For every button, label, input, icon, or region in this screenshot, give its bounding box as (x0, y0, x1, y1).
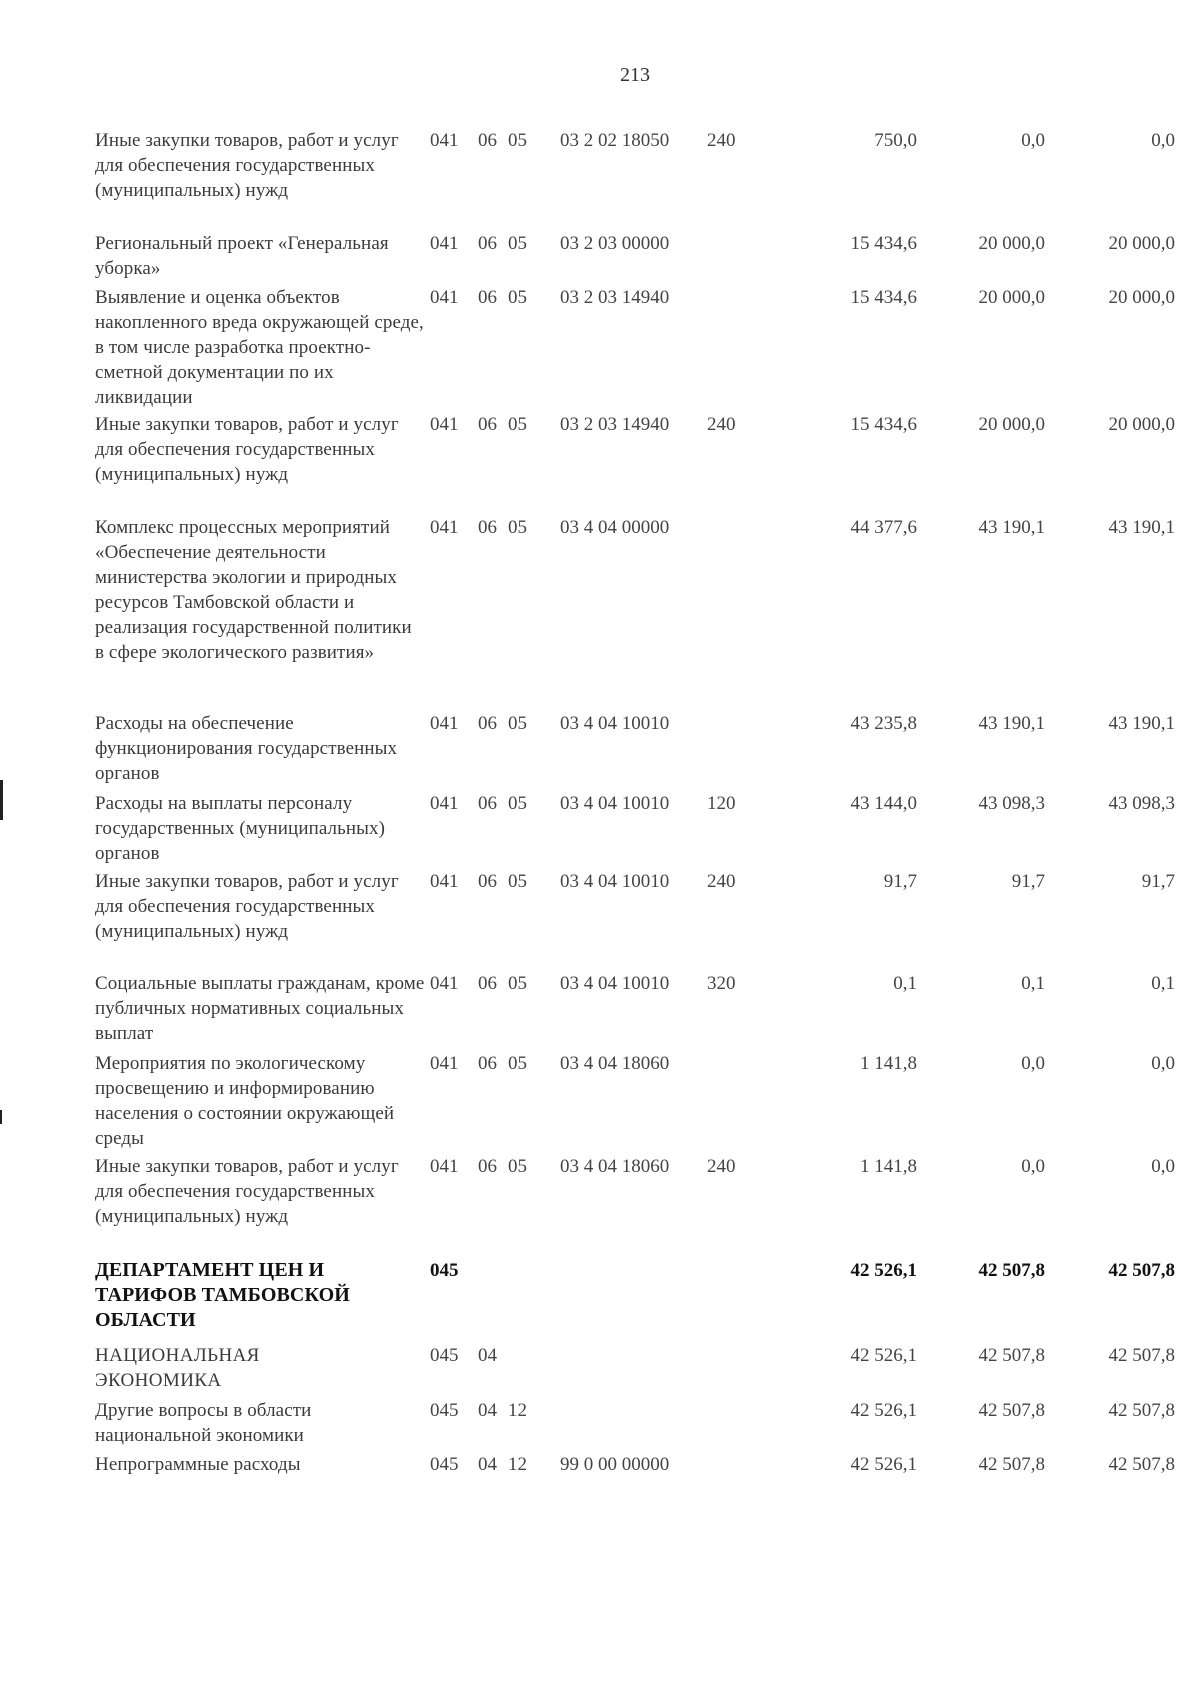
subsection-code: 05 (508, 130, 527, 151)
budget-table (95, 128, 1175, 1482)
subsection-code: 05 (508, 713, 527, 734)
section-code: 06 (478, 414, 497, 435)
subsection-code: 05 (508, 793, 527, 814)
amount-2: 42 507,8 (978, 1454, 1045, 1475)
amount-1: 43 235,8 (850, 713, 917, 734)
row-name: Комплекс процессных мероприятий «Обеспечение деятельности министерства экологии и природных ресурсов Тамбовской области и реализация государственной политики в сфере экологического развития» (95, 517, 412, 663)
target-article-code: 03 4 04 18060 (560, 1156, 670, 1177)
amount-2: 0,0 (1021, 1156, 1045, 1177)
row-name: Иные закупки товаров, работ и услуг для обеспечения государственных (муниципальных) нужд (95, 414, 399, 485)
amount-2: 20 000,0 (978, 287, 1045, 308)
ved-code: 041 (430, 517, 459, 538)
target-article-code: 03 2 03 14940 (560, 414, 670, 435)
amount-1: 1 141,8 (860, 1053, 917, 1074)
amount-2: 43 190,1 (978, 517, 1045, 538)
target-article-code: 99 0 00 00000 (560, 1454, 670, 1475)
table-row (95, 1398, 1175, 1452)
amount-1: 0,1 (893, 973, 917, 994)
ved-code: 041 (430, 793, 459, 814)
section-code: 06 (478, 1053, 497, 1074)
amount-1: 43 144,0 (850, 793, 917, 814)
table-row (95, 869, 1175, 971)
ved-code: 041 (430, 414, 459, 435)
amount-3: 0,0 (1151, 130, 1175, 151)
section-code: 06 (478, 287, 497, 308)
amount-2: 0,0 (1021, 130, 1045, 151)
row-name: Иные закупки товаров, работ и услуг для обеспечения государственных (муниципальных) нужд (95, 130, 399, 201)
section-code: 06 (478, 233, 497, 254)
amount-2: 20 000,0 (978, 414, 1045, 435)
target-article-code: 03 2 03 14940 (560, 287, 670, 308)
row-name: Социальные выплаты гражданам, кроме публичных нормативных социальных выплат (95, 973, 425, 1044)
subsection-code: 05 (508, 973, 527, 994)
amount-1: 44 377,6 (850, 517, 917, 538)
table-row (95, 1154, 1175, 1258)
amount-2: 43 190,1 (978, 713, 1045, 734)
amount-3: 42 507,8 (1108, 1345, 1175, 1366)
row-name: Расходы на выплаты персоналу государственных (муниципальных) органов (95, 793, 386, 864)
row-name: Региональный проект «Генеральная уборка» (95, 233, 389, 279)
amount-1: 15 434,6 (850, 287, 917, 308)
subsection-code: 12 (508, 1400, 527, 1421)
subsection-code: 12 (508, 1454, 527, 1475)
subsection-code: 05 (508, 1053, 527, 1074)
target-article-code: 03 4 04 10010 (560, 713, 670, 734)
row-name: Выявление и оценка объектов накопленного вреда окружающей среде, в том числе разработка проектно-сметной документации по их ликвидации (95, 287, 424, 408)
table-row-department (95, 1258, 1175, 1343)
amount-3: 0,1 (1151, 973, 1175, 994)
amount-3: 20 000,0 (1108, 414, 1175, 435)
row-name: Мероприятия по экологическому просвещению и информированию населения о состоянии окружающей среды (95, 1053, 395, 1149)
subsection-code: 05 (508, 414, 527, 435)
ved-code: 045 (430, 1454, 459, 1475)
amount-1: 42 526,1 (850, 1454, 917, 1475)
amount-1: 42 526,1 (850, 1400, 917, 1421)
subsection-code: 05 (508, 517, 527, 538)
target-article-code: 03 4 04 10010 (560, 871, 670, 892)
section-code: 04 (478, 1345, 497, 1366)
department-name: ДЕПАРТАМЕНТ ЦЕН И ТАРИФОВ ТАМБОВСКОЙ ОБЛАСТИ (95, 1259, 350, 1331)
amount-1: 15 434,6 (850, 414, 917, 435)
expense-type-code: 240 (707, 414, 736, 435)
amount-3: 91,7 (1141, 871, 1175, 892)
amount-2: 42 507,8 (978, 1400, 1045, 1421)
amount-3: 20 000,0 (1108, 233, 1175, 254)
scan-edge-mark (0, 1110, 2, 1124)
section-code: 06 (478, 713, 497, 734)
amount-2: 0,0 (1021, 1053, 1045, 1074)
table-row (95, 128, 1175, 231)
row-name: НАЦИОНАЛЬНАЯ ЭКОНОМИКА (95, 1345, 260, 1391)
amount-3: 43 098,3 (1108, 793, 1175, 814)
table-row (95, 515, 1175, 711)
amount-3: 42 507,8 (1108, 1454, 1175, 1475)
section-code: 06 (478, 130, 497, 151)
amount-1: 42 526,1 (850, 1260, 917, 1281)
scan-edge-mark (0, 780, 3, 820)
amount-3: 20 000,0 (1108, 287, 1175, 308)
target-article-code: 03 4 04 00000 (560, 517, 670, 538)
ved-code: 045 (430, 1260, 459, 1281)
row-name: Расходы на обеспечение функционирования государственных органов (95, 713, 398, 784)
target-article-code: 03 4 04 18060 (560, 1053, 670, 1074)
amount-3: 0,0 (1151, 1156, 1175, 1177)
section-code: 04 (478, 1454, 497, 1475)
ved-code: 041 (430, 871, 459, 892)
amount-3: 0,0 (1151, 1053, 1175, 1074)
expense-type-code: 320 (707, 973, 736, 994)
target-article-code: 03 4 04 10010 (560, 973, 670, 994)
section-code: 06 (478, 871, 497, 892)
section-code: 06 (478, 793, 497, 814)
row-name: Непрограммные расходы (95, 1454, 301, 1475)
amount-2: 91,7 (1011, 871, 1045, 892)
target-article-code: 03 2 03 00000 (560, 233, 670, 254)
table-row (95, 285, 1175, 412)
row-name: Иные закупки товаров, работ и услуг для обеспечения государственных (муниципальных) нужд (95, 871, 399, 942)
row-name: Иные закупки товаров, работ и услуг для обеспечения государственных (муниципальных) нужд (95, 1156, 399, 1227)
table-row (95, 711, 1175, 791)
table-row (95, 412, 1175, 515)
table-row (95, 791, 1175, 869)
amount-3: 43 190,1 (1108, 517, 1175, 538)
table-row (95, 971, 1175, 1051)
amount-1: 750,0 (874, 130, 917, 151)
amount-2: 0,1 (1021, 973, 1045, 994)
ved-code: 041 (430, 233, 459, 254)
amount-1: 15 434,6 (850, 233, 917, 254)
ved-code: 045 (430, 1400, 459, 1421)
target-article-code: 03 4 04 10010 (560, 793, 670, 814)
amount-1: 1 141,8 (860, 1156, 917, 1177)
ved-code: 041 (430, 287, 459, 308)
amount-3: 42 507,8 (1108, 1400, 1175, 1421)
subsection-code: 05 (508, 287, 527, 308)
amount-1: 42 526,1 (850, 1345, 917, 1366)
table-row (95, 1051, 1175, 1154)
ved-code: 041 (430, 713, 459, 734)
target-article-code: 03 2 02 18050 (560, 130, 670, 151)
section-code: 06 (478, 517, 497, 538)
table-row (95, 1452, 1175, 1482)
ved-code: 045 (430, 1345, 459, 1366)
table-row-section (95, 1343, 1175, 1398)
section-code: 04 (478, 1400, 497, 1421)
expense-type-code: 120 (707, 793, 736, 814)
ved-code: 041 (430, 1053, 459, 1074)
section-code: 06 (478, 973, 497, 994)
ved-code: 041 (430, 973, 459, 994)
section-code: 06 (478, 1156, 497, 1177)
amount-2: 43 098,3 (978, 793, 1045, 814)
amount-3: 43 190,1 (1108, 713, 1175, 734)
ved-code: 041 (430, 1156, 459, 1177)
expense-type-code: 240 (707, 130, 736, 151)
amount-2: 42 507,8 (978, 1345, 1045, 1366)
subsection-code: 05 (508, 1156, 527, 1177)
amount-1: 91,7 (883, 871, 917, 892)
row-name: Другие вопросы в области национальной экономики (95, 1400, 312, 1446)
expense-type-code: 240 (707, 871, 736, 892)
subsection-code: 05 (508, 871, 527, 892)
amount-2: 20 000,0 (978, 233, 1045, 254)
subsection-code: 05 (508, 233, 527, 254)
page-number: 213 (620, 64, 650, 86)
expense-type-code: 240 (707, 1156, 736, 1177)
amount-2: 42 507,8 (978, 1260, 1045, 1281)
amount-3: 42 507,8 (1108, 1260, 1175, 1281)
table-row (95, 231, 1175, 285)
ved-code: 041 (430, 130, 459, 151)
